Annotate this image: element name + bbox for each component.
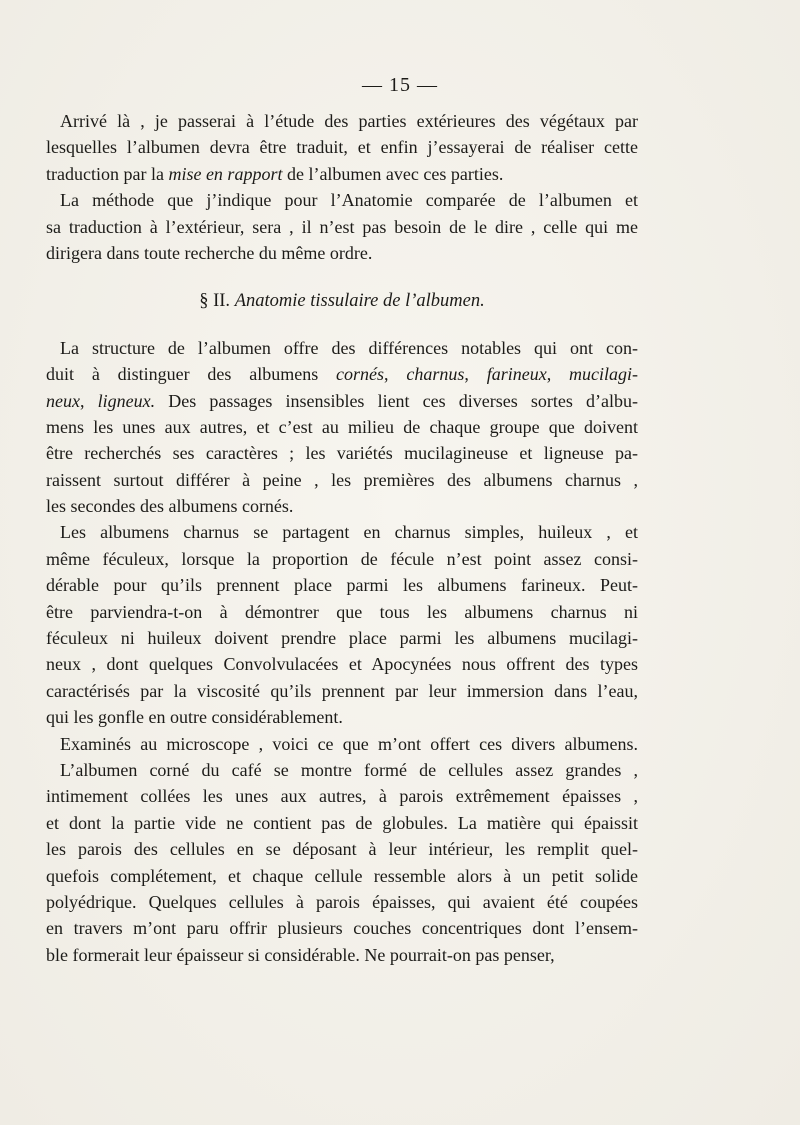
text-line: Les albumens charnus se partagent en charnus simples, huileux , et	[60, 522, 638, 543]
paragraph-4	[46, 519, 638, 730]
text-line: mens les unes aux autres, et c’est au milieu de chaque groupe que doivent	[46, 416, 638, 437]
italic-term: mise en rapport	[168, 163, 283, 184]
text-line: même féculeux, lorsque la proportion de fécule n’est point assez consi-	[46, 548, 638, 569]
text-line: neux , dont quelques Convolvulacées et Apocynées nous offrent des types	[46, 654, 638, 675]
text-line: les parois des cellules en se déposant à leur intérieur, les remplit quel-	[46, 839, 638, 860]
paragraph-2	[46, 187, 638, 266]
section-title: Anatomie tissulaire de l’albumen.	[234, 291, 485, 312]
text-line: dérable pour qu’ils prennent place parmi les albumens farineux. Peut-	[46, 575, 638, 596]
text-line: lesquelles l’albumen devra être traduit, et enfin j’essayerai de réaliser cette	[46, 137, 638, 158]
text-line: et dont la partie vide ne contient pas de globules. La matière qui épaissit	[46, 812, 638, 833]
text-line: dirigera dans toute recherche du même ordre.	[46, 242, 373, 263]
text-line: quefois complétement, et chaque cellule ressemble alors à un petit solide	[46, 865, 638, 886]
body-text	[46, 108, 638, 968]
text-line: raissent surtout différer à peine , les premières des albumens charnus ,	[46, 469, 638, 490]
text-line: les secondes des albumens cornés.	[46, 496, 294, 517]
text-line: traduction par la mise en rapport de l’albumen avec ces parties.	[46, 163, 504, 184]
text-line: L’albumen corné du café se montre formé de cellules assez grandes ,	[60, 759, 638, 780]
text-line: qui les gonfle en outre considérablement.	[46, 707, 343, 728]
text-line: duit à distinguer des albumens cornés, charnus, farineux, mucilagi-	[46, 364, 639, 385]
text-line: polyédrique. Quelques cellules à parois épaisses, qui avaient été coupées	[46, 891, 638, 912]
section-heading: § II. Anatomie tissulaire de l’albumen.	[199, 291, 485, 312]
text-line: Examinés au microscope , voici ce que m’ont offert ces divers albumens.	[60, 733, 638, 754]
text-line: La structure de l’albumen offre des différences notables qui ont con-	[60, 337, 638, 358]
paragraph-5	[46, 731, 638, 757]
paragraph-3	[46, 335, 638, 520]
text-line: Arrivé là , je passerai à l’étude des parties extérieures des végétaux par	[60, 111, 638, 131]
text-line: ble formerait leur épaisseur si considérable. Ne pourrait-on pas penser,	[46, 944, 555, 965]
text-line: en travers m’ont paru offrir plusieurs couches concentriques dont l’ensem-	[46, 918, 638, 939]
text-line: caractérisés par la viscosité qu’ils prennent par leur immersion dans l’eau,	[46, 680, 638, 701]
text-line: être parviendra-t-on à démontrer que tous les albumens charnus ni	[46, 601, 638, 622]
text-line: sa traduction à l’extérieur, sera , il n’est pas besoin de le dire , celle qui me	[46, 216, 638, 237]
text-line: être recherchés ses caractères ; les variétés mucilagineuse et ligneuse pa-	[46, 443, 638, 464]
text-line: neux, ligneux. Des passages insensibles lient ces diverses sortes d’albu-	[46, 390, 638, 411]
text-line: féculeux ni huileux doivent prendre place parmi les albumens mucilagi-	[46, 628, 638, 649]
paragraph-6	[46, 757, 638, 968]
text-line: intimement collées les unes aux autres, à parois extrêmement épaisses ,	[46, 786, 638, 807]
page-number: — 15 —	[362, 74, 438, 96]
paragraph-1	[46, 108, 638, 187]
text-line: La méthode que j’indique pour l’Anatomie comparée de l’albumen et	[60, 190, 638, 211]
